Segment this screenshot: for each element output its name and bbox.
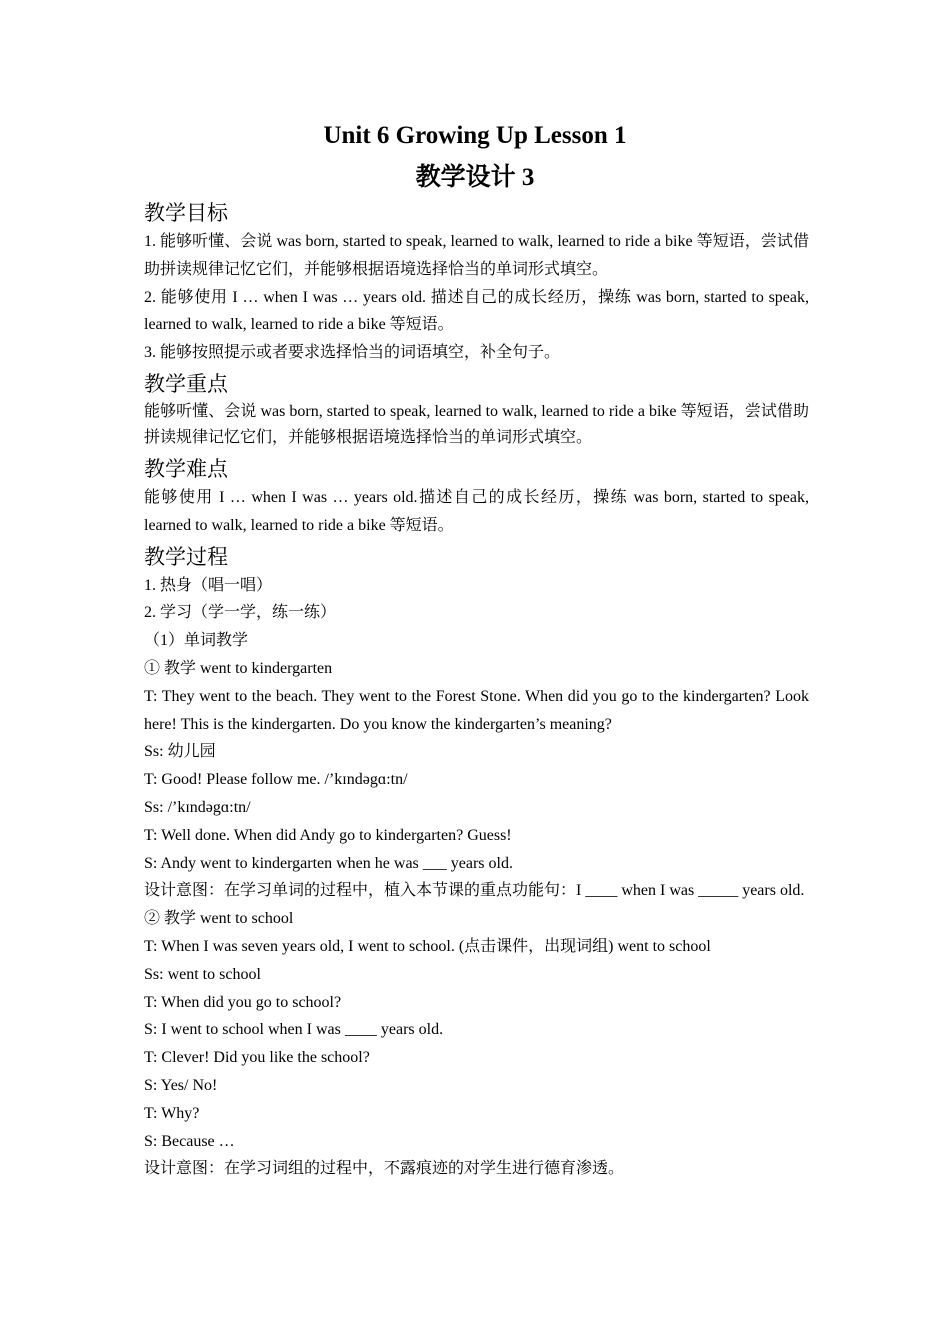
document-title: Unit 6 Growing Up Lesson 1: [323, 122, 627, 149]
process-line: S: Because …: [144, 1132, 235, 1150]
process-line: T: Why?: [144, 1104, 200, 1122]
process-line: T: Well done. When did Andy go to kindergarten? Guess!: [144, 826, 512, 844]
process-line: T: When did you go to school?: [144, 993, 342, 1011]
objective-item: 3. 能够按照提示或者要求选择恰当的词语填空，补全句子。: [144, 344, 561, 362]
process-line: Ss: /’kɪndəgɑ:tn/: [144, 798, 251, 816]
process-line: ② 教学 went to school: [144, 910, 294, 928]
process-line: ① 教学 went to kindergarten: [144, 659, 333, 677]
key-points-text: 能够听懂、会说 was born, started to speak, learned to walk, learned to ride a bike 等短语，尝试借助拼读规律记忆它们，并能够根据语境选择恰当的单词形式填空。: [144, 402, 809, 447]
process-line: S: Yes/ No!: [144, 1076, 218, 1094]
process-line: T: When I was seven years old, I went to school. (点击课件，出现词组) went to school: [144, 937, 711, 955]
process-line: S: I went to school when I was ____ years old.: [144, 1021, 444, 1039]
process-line: S: Andy went to kindergarten when he was ___ years old.: [144, 854, 513, 872]
process-line: 设计意图：在学习单词的过程中，植入本节课的重点功能句：I ____ when I was _____ years old.: [144, 882, 805, 900]
document-page: [144, 118, 809, 1183]
process-line: T: Good! Please follow me. /’kɪndəgɑ:tn/: [144, 771, 408, 789]
section-heading-objectives: 教学目标: [144, 201, 228, 225]
section-heading-key-points: 教学重点: [144, 371, 228, 396]
process-line: 2. 学习（学一学，练一练）: [144, 604, 337, 622]
objective-item: 2. 能够使用 I … when I was … years old. 描述自己的成长经历，操练 was born, started to speak, learned to walk, learned to ride a bike 等短语。: [144, 288, 809, 334]
process-line: （1）单词教学: [144, 632, 249, 650]
difficulties-text: 能够使用 I … when I was … years old.描述自己的成长经历，操练 was born, started to speak, learned to walk, learned to ride a bike 等短语。: [144, 488, 809, 534]
process-line: Ss: went to school: [144, 965, 261, 983]
process-line: T: They went to the beach. They went to the Forest Stone. When did you go to the kindergarten? Look here! This is the kindergarten. Do you know the kindergarten’s meaning?: [144, 687, 809, 733]
objective-item: 1. 能够听懂、会说 was born, started to speak, learned to walk, learned to ride a bike 等短语，尝试借助拼读规律记忆它们，并能够根据语境选择恰当的单词形式填空。: [144, 233, 809, 278]
process-line: Ss: 幼儿园: [144, 743, 216, 761]
process-line: 设计意图：在学习词组的过程中，不露痕迹的对学生进行德育渗透。: [144, 1160, 625, 1178]
section-heading-difficulties: 教学难点: [144, 456, 228, 481]
process-line: T: Clever! Did you like the school?: [144, 1049, 370, 1067]
section-heading-process: 教学过程: [144, 544, 228, 569]
process-line: 1. 热身（唱一唱）: [144, 576, 273, 594]
document-subtitle: 教学设计 3: [415, 164, 535, 191]
